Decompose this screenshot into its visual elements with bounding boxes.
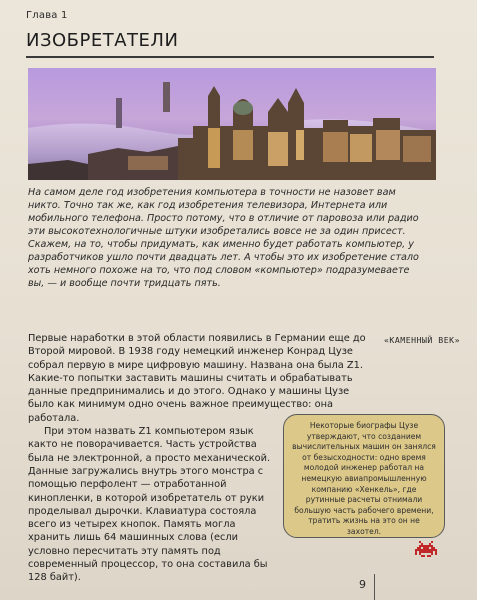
intro-block [28,186,420,290]
intro-paragraph: Скажем, на то, чтобы придумать, как именно будет работать компьютер, у разработчиков ушло почти двадцать лет. А чтобы это их изобретение стало хоть немного похоже на то, что под словом «компьютер» подразумеваете вы, — и вообще почти тридцать пять. [28,239,419,289]
space-invader-icon [415,540,437,558]
page-number-divider [374,574,375,600]
side-note: «КАМЕННЫЙ ВЕК» [384,335,461,345]
city-panorama-image [28,68,436,180]
city-panorama-illustration [28,68,436,180]
title-divider [26,56,434,58]
body-paragraph: Первые наработки в этой области появились в Германии еще до Второй мировой. В 1938 году немецкий инженер Конрад Цузе собрал первую в мире цифровую машину. Названа она была Z1. Какие-то попытки заставить машины считать и обрабатывать данные предпринимались и до этого. Однако у машины Цузе было как минимум одно очень важное преимущество: она работала. [28,333,366,424]
page-number: 9 [359,578,366,591]
intro-paragraph: На самом деле год изобретения компьютера в точности не назовет вам никто. Точно так же, как год изобретения телевизора, Интернета или мобильного телефона. Просто потому, что в отличие от паровоза или радио эти высокотехнологичные штуки изобретались вовсе не за один присест. [28,187,419,237]
body-paragraph: При этом назвать Z1 компьютером язык както не поворачивается. Часть устройства была не электронной, а просто механической. Данные загружались внутрь этого монстра с помощью перфолент — отработанной кинопленки, в которой изобретатель от руки проделывал дырочки. Клавиатура состояла всего из четырех кнопок. Память могла хранить лишь 64 машинных слова (если условно пересчитать эту память под современный процессор, то она составила бы 128 байт). [28,426,271,584]
chapter-label: Глава 1 [26,10,68,21]
speech-bubble-callout: Некоторые биографы Цузе утверждают, что созданием вычислительных машин он занялся от безысходности: одно время молодой инженер работал на немецкую авиапромышленную компанию «Хенкель», где рутинные расчеты отнимали большую часть рабочего времени, тратить жизнь на это он не захотел. [283,414,445,538]
chapter-title: ИЗОБРЕТАТЕЛИ [26,30,179,51]
